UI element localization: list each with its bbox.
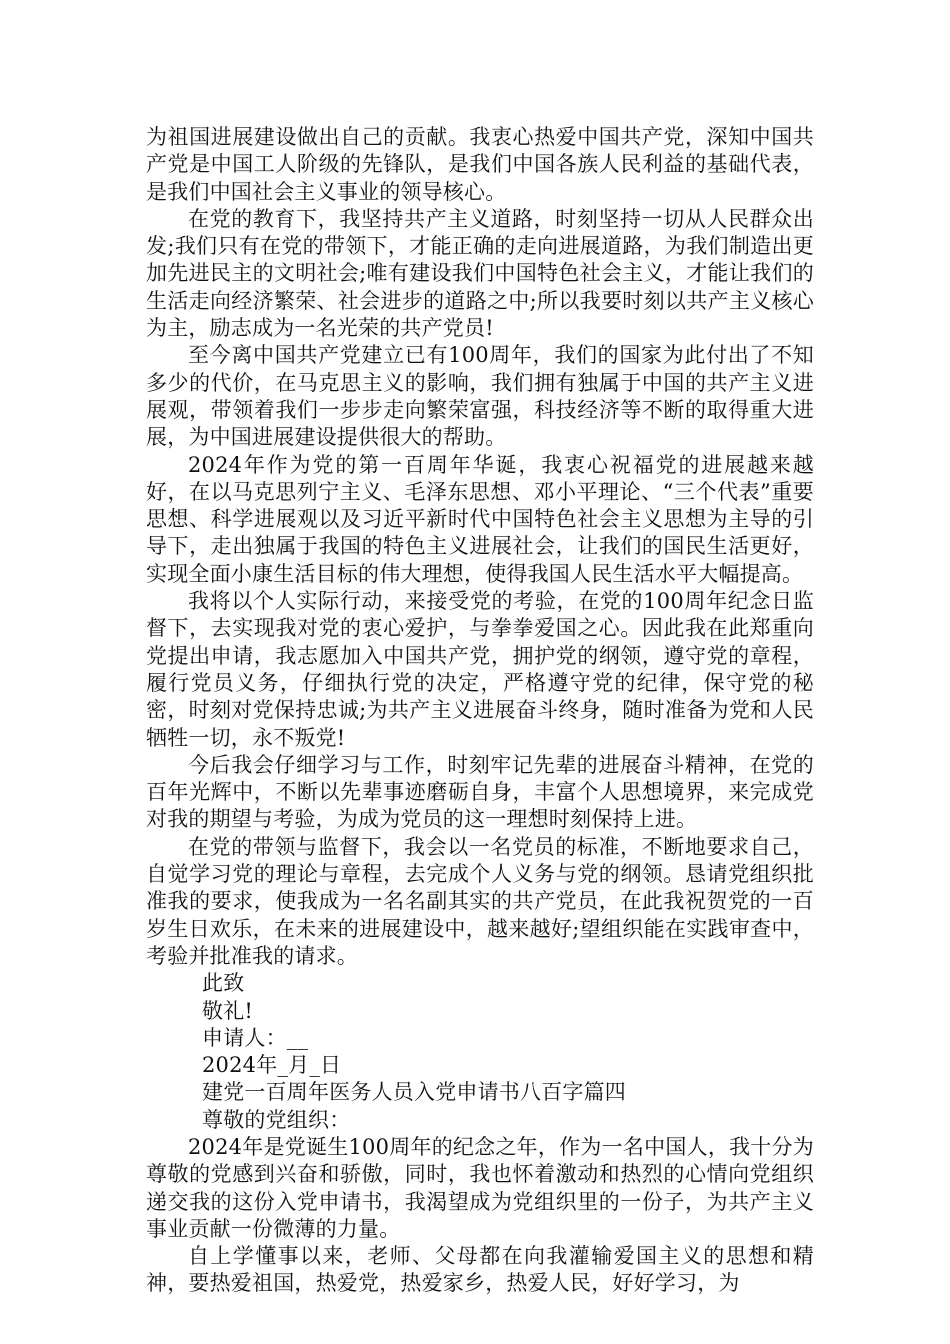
paragraph-2: 在党的教育下，我坚持共产主义道路，时刻坚持一切从人民群众出发;我们只有在党的带领下，才能正确的走向进展道路，为我们制造出更加先进民主的文明社会;唯有建设我们中国特色社会主义，才能让我们的生活走向经济繁荣、社会进步的道路之中;所以我要时刻以共产主义核心为主，励志成为一名光荣的共产党员! xyxy=(146,206,814,341)
applicant-line: 申请人：__ xyxy=(202,1025,309,1050)
paragraph-1: 为祖国进展建设做出自己的贡献。我衷心热爱中国共产党，深知中国共产党是中国工人阶级的先锋队，是我们中国各族人民利益的基础代表，是我们中国社会主义事业的领导核心。 xyxy=(146,125,814,204)
closing-line: 此致 xyxy=(202,971,245,996)
salute-line: 敬礼! xyxy=(202,998,254,1023)
paragraph-5: 我将以个人实际行动，来接受党的考验，在党的100周年纪念日监督下，去实现我对党的衷心爱护，与拳拳爱国之心。因此我在此郑重向党提出申请，我志愿加入中国共产党，拥护党的纲领，遵守党的章程，履行党员义务，仔细执行党的决定，严格遵守党的纪律，保守党的秘密，时刻对党保持忠诚;为共产主义进展奋斗终身，随时准备为党和人民牺牲一切，永不叛党! xyxy=(146,589,814,750)
paragraph-6: 今后我会仔细学习与工作，时刻牢记先辈的进展奋斗精神，在党的百年光辉中，不断以先辈事迹磨砺自身，丰富个人思想境界，来完成党对我的期望与考验，为成为党员的这一理想时刻保持上进。 xyxy=(146,752,814,832)
date-line: 2024年_月_日 xyxy=(202,1053,342,1078)
section-title: 建党一百周年医务人员入党申请书八百字篇四 xyxy=(202,1080,626,1105)
paragraph-3: 至今离中国共产党建立已有100周年，我们的国家为此付出了不知多少的代价，在马克思主义的影响，我们拥有独属于中国的共产主义进展观，带领着我们一步步走向繁荣富强，科技经济等不断的取得重大进展，为中国进展建设提供很大的帮助。 xyxy=(146,343,814,450)
paragraph-7: 在党的带领与监督下，我会以一名党员的标准，不断地要求自己，自觉学习党的理论与章程，去完成个人义务与党的纲领。恳请党组织批准我的要求，使我成为一名名副其实的共产党员，在此我祝贺党的一百岁生日欢乐，在未来的进展建设中，越来越好;望组织能在实践审查中，考验并批准我的请求。 xyxy=(146,834,814,968)
document-page xyxy=(146,124,814,1298)
paragraph-4: 2024年作为党的第一百周年华诞，我衷心祝福党的进展越来越好，在以马克思列宁主义、毛泽东思想、邓小平理论、“三个代表”重要思想、科学进展观以及习近平新时代中国特色社会主义思想为主导的引导下，走出独属于我国的特色主义进展社会，让我们的国民生活更好，实现全面小康生活目标的伟大理想，使得我国人民生活水平大幅提高。 xyxy=(146,452,814,586)
greeting-line: 尊敬的党组织： xyxy=(202,1107,351,1132)
paragraph-9: 自上学懂事以来，老师、父母都在向我灌输爱国主义的思想和精神，要热爱祖国，热爱党，热爱家乡，热爱人民，好好学习，为 xyxy=(146,1244,814,1296)
paragraph-8: 2024年是党诞生100周年的纪念之年，作为一名中国人，我十分为尊敬的党感到兴奋和骄傲，同时，我也怀着激动和热烈的心情向党组织递交我的这份入党申请书，我渴望成为党组织里的一份子，为共产主义事业贡献一份微薄的力量。 xyxy=(146,1134,814,1241)
